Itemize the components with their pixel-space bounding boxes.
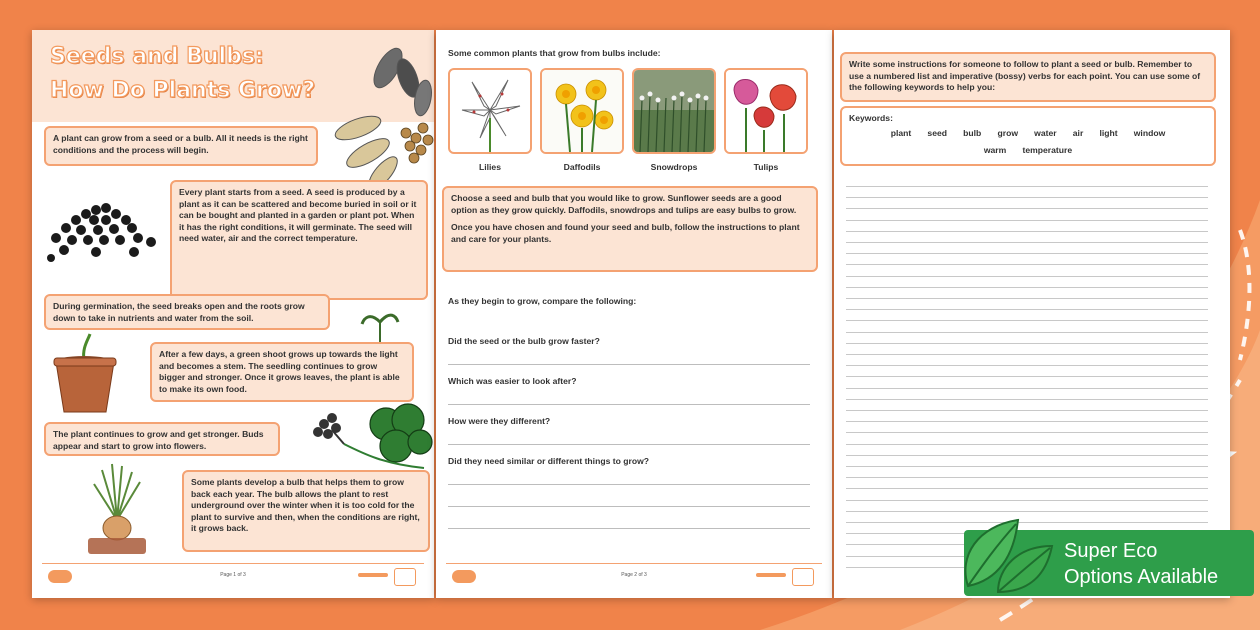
writing-line[interactable] [846, 421, 1208, 422]
bulb-illustration [82, 460, 152, 556]
writing-line[interactable] [846, 500, 1208, 501]
writing-line[interactable] [846, 208, 1208, 209]
lily-photo [448, 68, 532, 154]
writing-line[interactable] [846, 231, 1208, 232]
writing-line[interactable] [846, 511, 1208, 512]
question-2: Which was easier to look after? [448, 376, 577, 386]
page-number: Page 1 of 3 [220, 572, 246, 578]
bulb-info-box: Some plants develop a bulb that helps them to grow back each year. The bulb allows the plant to rest underground over the winter when it is too cold for the plant to survive and then, when the conditions are right, it grows back. [182, 470, 430, 552]
tulip-photo [724, 68, 808, 154]
writing-line[interactable] [846, 186, 1208, 187]
shoot-growth-box: After a few days, a green shoot grows up towards the light and becomes a stem. The seedling continues to grow bigger and stronger. Once it grows leaves, the plant is able to make its own food. [150, 342, 414, 402]
keywords-row-1: plant seed bulb grow water air light window [890, 127, 1166, 138]
page-footer [446, 563, 822, 590]
writing-line[interactable] [846, 343, 1208, 344]
quality-stamp-icon [792, 568, 814, 586]
writing-line[interactable] [846, 309, 1208, 310]
writing-line[interactable] [846, 399, 1208, 400]
snowdrop-photo [632, 68, 716, 154]
writing-line[interactable] [846, 477, 1208, 478]
writing-line[interactable] [846, 388, 1208, 389]
writing-line[interactable] [846, 332, 1208, 333]
intro-box: A plant can grow from a seed or a bulb. All it needs is the right conditions and the process will begin. [44, 126, 318, 166]
writing-line[interactable] [846, 376, 1208, 377]
answer-line[interactable] [448, 484, 810, 485]
answer-line[interactable] [448, 506, 810, 507]
answer-line[interactable] [448, 528, 810, 529]
writing-line[interactable] [846, 253, 1208, 254]
super-eco-badge [964, 530, 1254, 596]
writing-line[interactable] [846, 287, 1208, 288]
page-number: Page 2 of 3 [621, 572, 647, 578]
seed-info-box: Every plant starts from a seed. A seed is produced by a plant as it can be scattered and become buried in soil or it can be bought and planted in a garden or plant pot. When it has the right conditions, it will germinate. The seed will need water, air and the correct temperature. [170, 180, 428, 300]
quality-stamp-icon [394, 568, 416, 586]
plant-caption-lilies: Lilies [479, 162, 501, 172]
writing-line[interactable] [846, 298, 1208, 299]
germination-box: During germination, the seed breaks open and the roots grow down to take in nutrients and water from the soil. [44, 294, 330, 330]
writing-line[interactable] [846, 220, 1208, 221]
question-3: How were they different? [448, 416, 551, 426]
page-title-line1: Seeds and Bulbs: [50, 44, 264, 69]
page-title-line2: How Do Plants Grow? [50, 78, 316, 103]
writing-line[interactable] [846, 488, 1208, 489]
page-footer [42, 563, 424, 590]
worksheet-page-1 [32, 30, 434, 598]
instructions-box: Write some instructions for someone to follow to plant a seed or bulb. Remember to use a numbered list and imperative (bossy) verbs for each point. You can use some of the following keywords to help you: [840, 52, 1216, 102]
worksheet-page-2 [436, 30, 832, 598]
footer-url-mark [358, 573, 388, 577]
worksheet-page-3 [834, 30, 1230, 598]
writing-line[interactable] [846, 276, 1208, 277]
writing-line[interactable] [846, 354, 1208, 355]
badge-line-1: Super Eco [1064, 540, 1158, 562]
clover-plant-illustration [304, 394, 434, 474]
compare-heading: As they begin to grow, compare the following: [448, 296, 637, 306]
writing-line[interactable] [846, 444, 1208, 445]
writing-line[interactable] [846, 466, 1208, 467]
seeds-illustration [328, 38, 434, 188]
question-4: Did they need similar or different things to grow? [448, 456, 650, 466]
writing-line[interactable] [846, 242, 1208, 243]
plant-caption-snowdrops: Snowdrops [650, 162, 698, 172]
writing-line[interactable] [846, 197, 1208, 198]
bulbs-heading: Some common plants that grow from bulbs include: [448, 48, 661, 58]
writing-line[interactable] [846, 320, 1208, 321]
keywords-row-2: warm temperature [983, 145, 1073, 156]
black-seeds-pile-illustration [36, 180, 166, 270]
keywords-box [840, 106, 1216, 166]
choose-seed-box [442, 186, 818, 272]
plant-pot-illustration [50, 330, 120, 416]
plant-caption-tulips: Tulips [753, 162, 779, 172]
keywords-label: Keywords: [849, 113, 893, 123]
follow-instructions-paragraph: Once you have chosen and found your seed and bulb, follow the instructions to plant and care for your plants. [451, 222, 800, 244]
writing-line[interactable] [846, 264, 1208, 265]
daffodil-photo [540, 68, 624, 154]
writing-line[interactable] [846, 365, 1208, 366]
writing-line[interactable] [846, 432, 1208, 433]
answer-line[interactable] [448, 404, 810, 405]
plant-caption-daffodils: Daffodils [563, 162, 601, 172]
choose-seed-paragraph: Choose a seed and bulb that you would like to grow. Sunflower seeds are a good option as they grow quickly. Daffodils, snowdrops and tulips are easy bulbs to grow. [451, 193, 797, 215]
answer-line[interactable] [448, 364, 810, 365]
footer-url-mark [756, 573, 786, 577]
leaf-icon [958, 516, 1058, 602]
badge-line-2: Options Available [1064, 566, 1219, 588]
answer-line[interactable] [448, 444, 810, 445]
writing-line[interactable] [846, 455, 1208, 456]
question-1: Did the seed or the bulb grow faster? [448, 336, 600, 346]
flower-buds-box: The plant continues to grow and get stronger. Buds appear and start to grow into flowers. [44, 422, 280, 456]
writing-line[interactable] [846, 410, 1208, 411]
